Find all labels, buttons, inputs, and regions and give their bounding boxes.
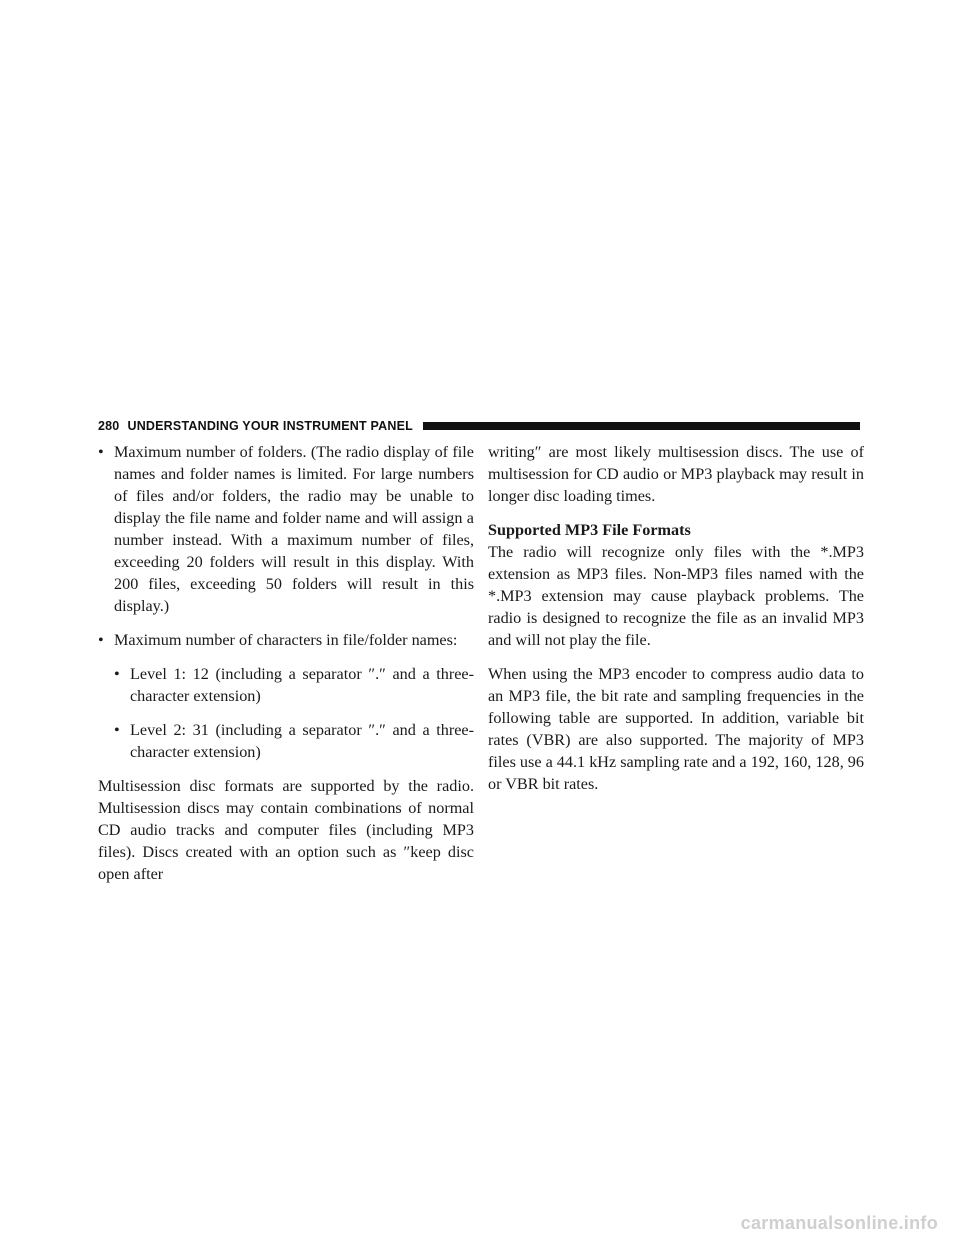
header-rule [423, 422, 860, 430]
sub-bullet-level2: • Level 2: 31 (including a separator ″.″ and a three-character extension) [114, 719, 474, 763]
watermark: carmanualsonline.info [740, 1213, 938, 1233]
bullet-characters: • Maximum number of characters in file/folder names: [98, 629, 474, 651]
page-header [98, 417, 860, 435]
left-column [98, 441, 474, 897]
formats-paragraph: The radio will recognize only files with the *.MP3 extension as MP3 files. Non-MP3 files named with the *.MP3 extension may cause playback problems. The radio is designed to recognize the file as an invalid MP3 and will not play the file. [488, 543, 864, 649]
mp3-formats-heading: Supported MP3 File Formats [488, 521, 691, 539]
sub-bullet-level1: • Level 1: 12 (including a separator ″.″ and a three-character extension) [114, 663, 474, 707]
bullet-folders: • Maximum number of folders. (The radio display of file names and folder names is limited. For large numbers of files and/or folders, the radio may be unable to display the file name and folder name and will assign a number instead. With a maximum number of files, exceeding 20 folders will result in this display. With 200 files, exceeding 50 folders will result in this display.) [98, 441, 474, 617]
right-column [488, 441, 864, 807]
multisession-paragraph: Multisession disc formats are supported by the radio. Multisession discs may contain combinations of normal CD audio tracks and computer files (including MP3 files). Discs created with an option such as ″keep disc open after [98, 777, 474, 883]
section-title: UNDERSTANDING YOUR INSTRUMENT PANEL [127, 419, 413, 433]
continued-paragraph: writing″ are most likely multisession discs. The use of multisession for CD audio or MP3 playback may result in longer disc loading times. [488, 443, 864, 505]
page-number: 280 [98, 419, 120, 433]
encoder-paragraph: When using the MP3 encoder to compress audio data to an MP3 file, the bit rate and sampling frequencies in the following table are supported. In addition, variable bit rates (VBR) are also supported. The majority of MP3 files use a 44.1 kHz sampling rate and a 192, 160, 128, 96 or VBR bit rates. [488, 665, 864, 793]
